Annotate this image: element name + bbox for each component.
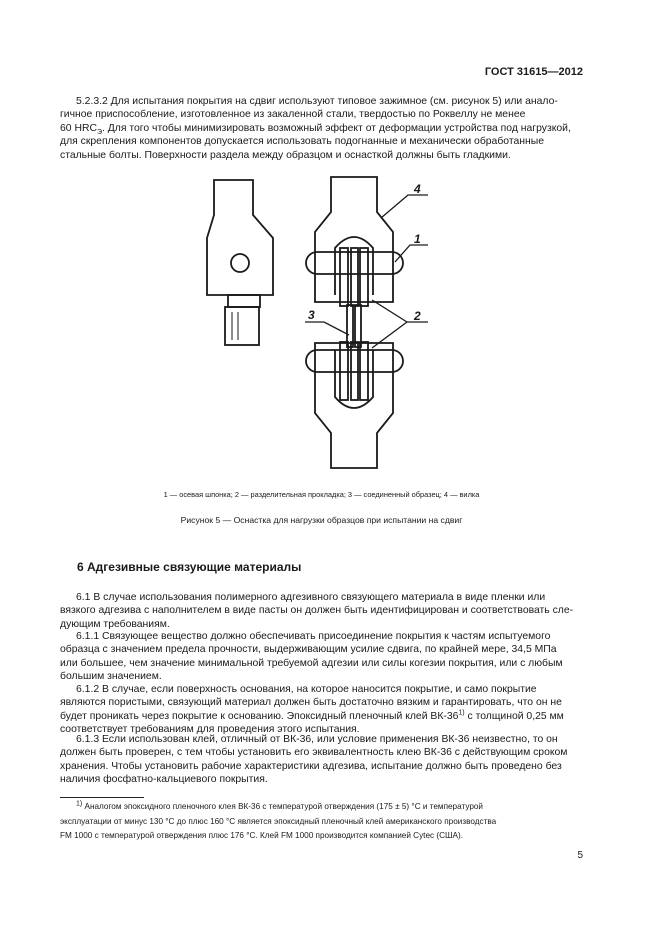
- paragraph-6-1-1: 6.1.1 Связующее вещество должно обеспечивать присоединение покрытия к частям испытуемого образца с значением предела прочности, выдерживающим усилие сдвига, по крайней мере, 34,5 МПа или большее, чем значение минимальной требуемой адгезии или силы когезии покрытия, или с любым большим значением.: [60, 631, 563, 683]
- callout-4: 4: [414, 182, 421, 196]
- page-number: 5: [577, 850, 583, 861]
- callout-1: 1: [414, 232, 421, 246]
- figure-caption: Рисунок 5 — Оснастка для нагрузки образцов при испытании на сдвиг: [180, 515, 463, 525]
- footnote: $^{1)}$ Аналогом эпоксидного пленочного клея ВК-36 с температурой отверждения (175 ± 5) °С и температурой эксплуатации от минус 130 °С до плюс 160 °С является эпоксидный пленочный клей американского производства FM 1000 с температурой отверждения плюс 176 °С. Клей FM 1000 производится компанией Cytec (США).: [60, 800, 497, 840]
- clevis-side-view: [207, 180, 273, 345]
- figure-5-drawing: [195, 172, 435, 477]
- callout-2: 2: [414, 309, 421, 323]
- callout-3: 3: [308, 308, 315, 322]
- paragraph-6-1: 6.1 В случае использования полимерного адгезивного связующего материала в виде пленки или вязкого адгезива с наполнителем в виде пасты он должен быть идентифицирован и соответствовать сле- дующим требованиям.: [60, 592, 574, 630]
- section-title: 6 Адгезивные связующие материалы: [77, 560, 302, 574]
- upper-fork: [306, 177, 403, 306]
- standard-header: ГОСТ 31615—2012: [484, 66, 583, 78]
- paragraph-5-2-3-2: 5.2.3.2 Для испытания покрытия на сдвиг используют типовое зажимное (см. рисунок 5) или анало- гичное приспособление, изготовленное из закаленной стали, твердостью по Роквеллу не менее 60 $HRC_Э$. Для того чтобы минимизировать возможный эффект от деформации устройства под нагрузкой, для скрепления компонентов допускается использовать подогнанные и механически обработанные стальные болты. Поверхности раздела между образцом и оснасткой должны быть гладкими.: [60, 96, 571, 161]
- footnote-separator: [60, 797, 144, 798]
- paragraph-6-1-3: 6.1.3 Если использован клей, отличный от ВК-36, или условие применения ВК-36 неизвестно, то он должен быть проверен, с тем чтобы установить его эквивалентность клею ВК-36 с действующим сроком хранения. Чтобы установить рабочие характеристики адгезива, испытание должно быть проведено без наличия фосфатно-кальциевого покрытия.: [60, 734, 568, 786]
- figure-legend: 1 — осевая шпонка; 2 — разделительная прокладка; 3 — соединенный образец; 4 — вилка: [163, 490, 480, 499]
- lower-fork: [306, 342, 403, 468]
- joined-specimen: [347, 305, 361, 347]
- paragraph-6-1-2: 6.1.2 В случае, если поверхность основания, на которое наносится покрытие, и само покрытие являются пористыми, связующий материал должен быть достаточно вязким и гарантировать, что он не будет проникать через покрытие к основанию. Эпоксидный пленочный клей ВК-36$^{1)}$ с толщиной 0,25 мм соответствует требованиям для проведения этого испытания.: [60, 684, 564, 736]
